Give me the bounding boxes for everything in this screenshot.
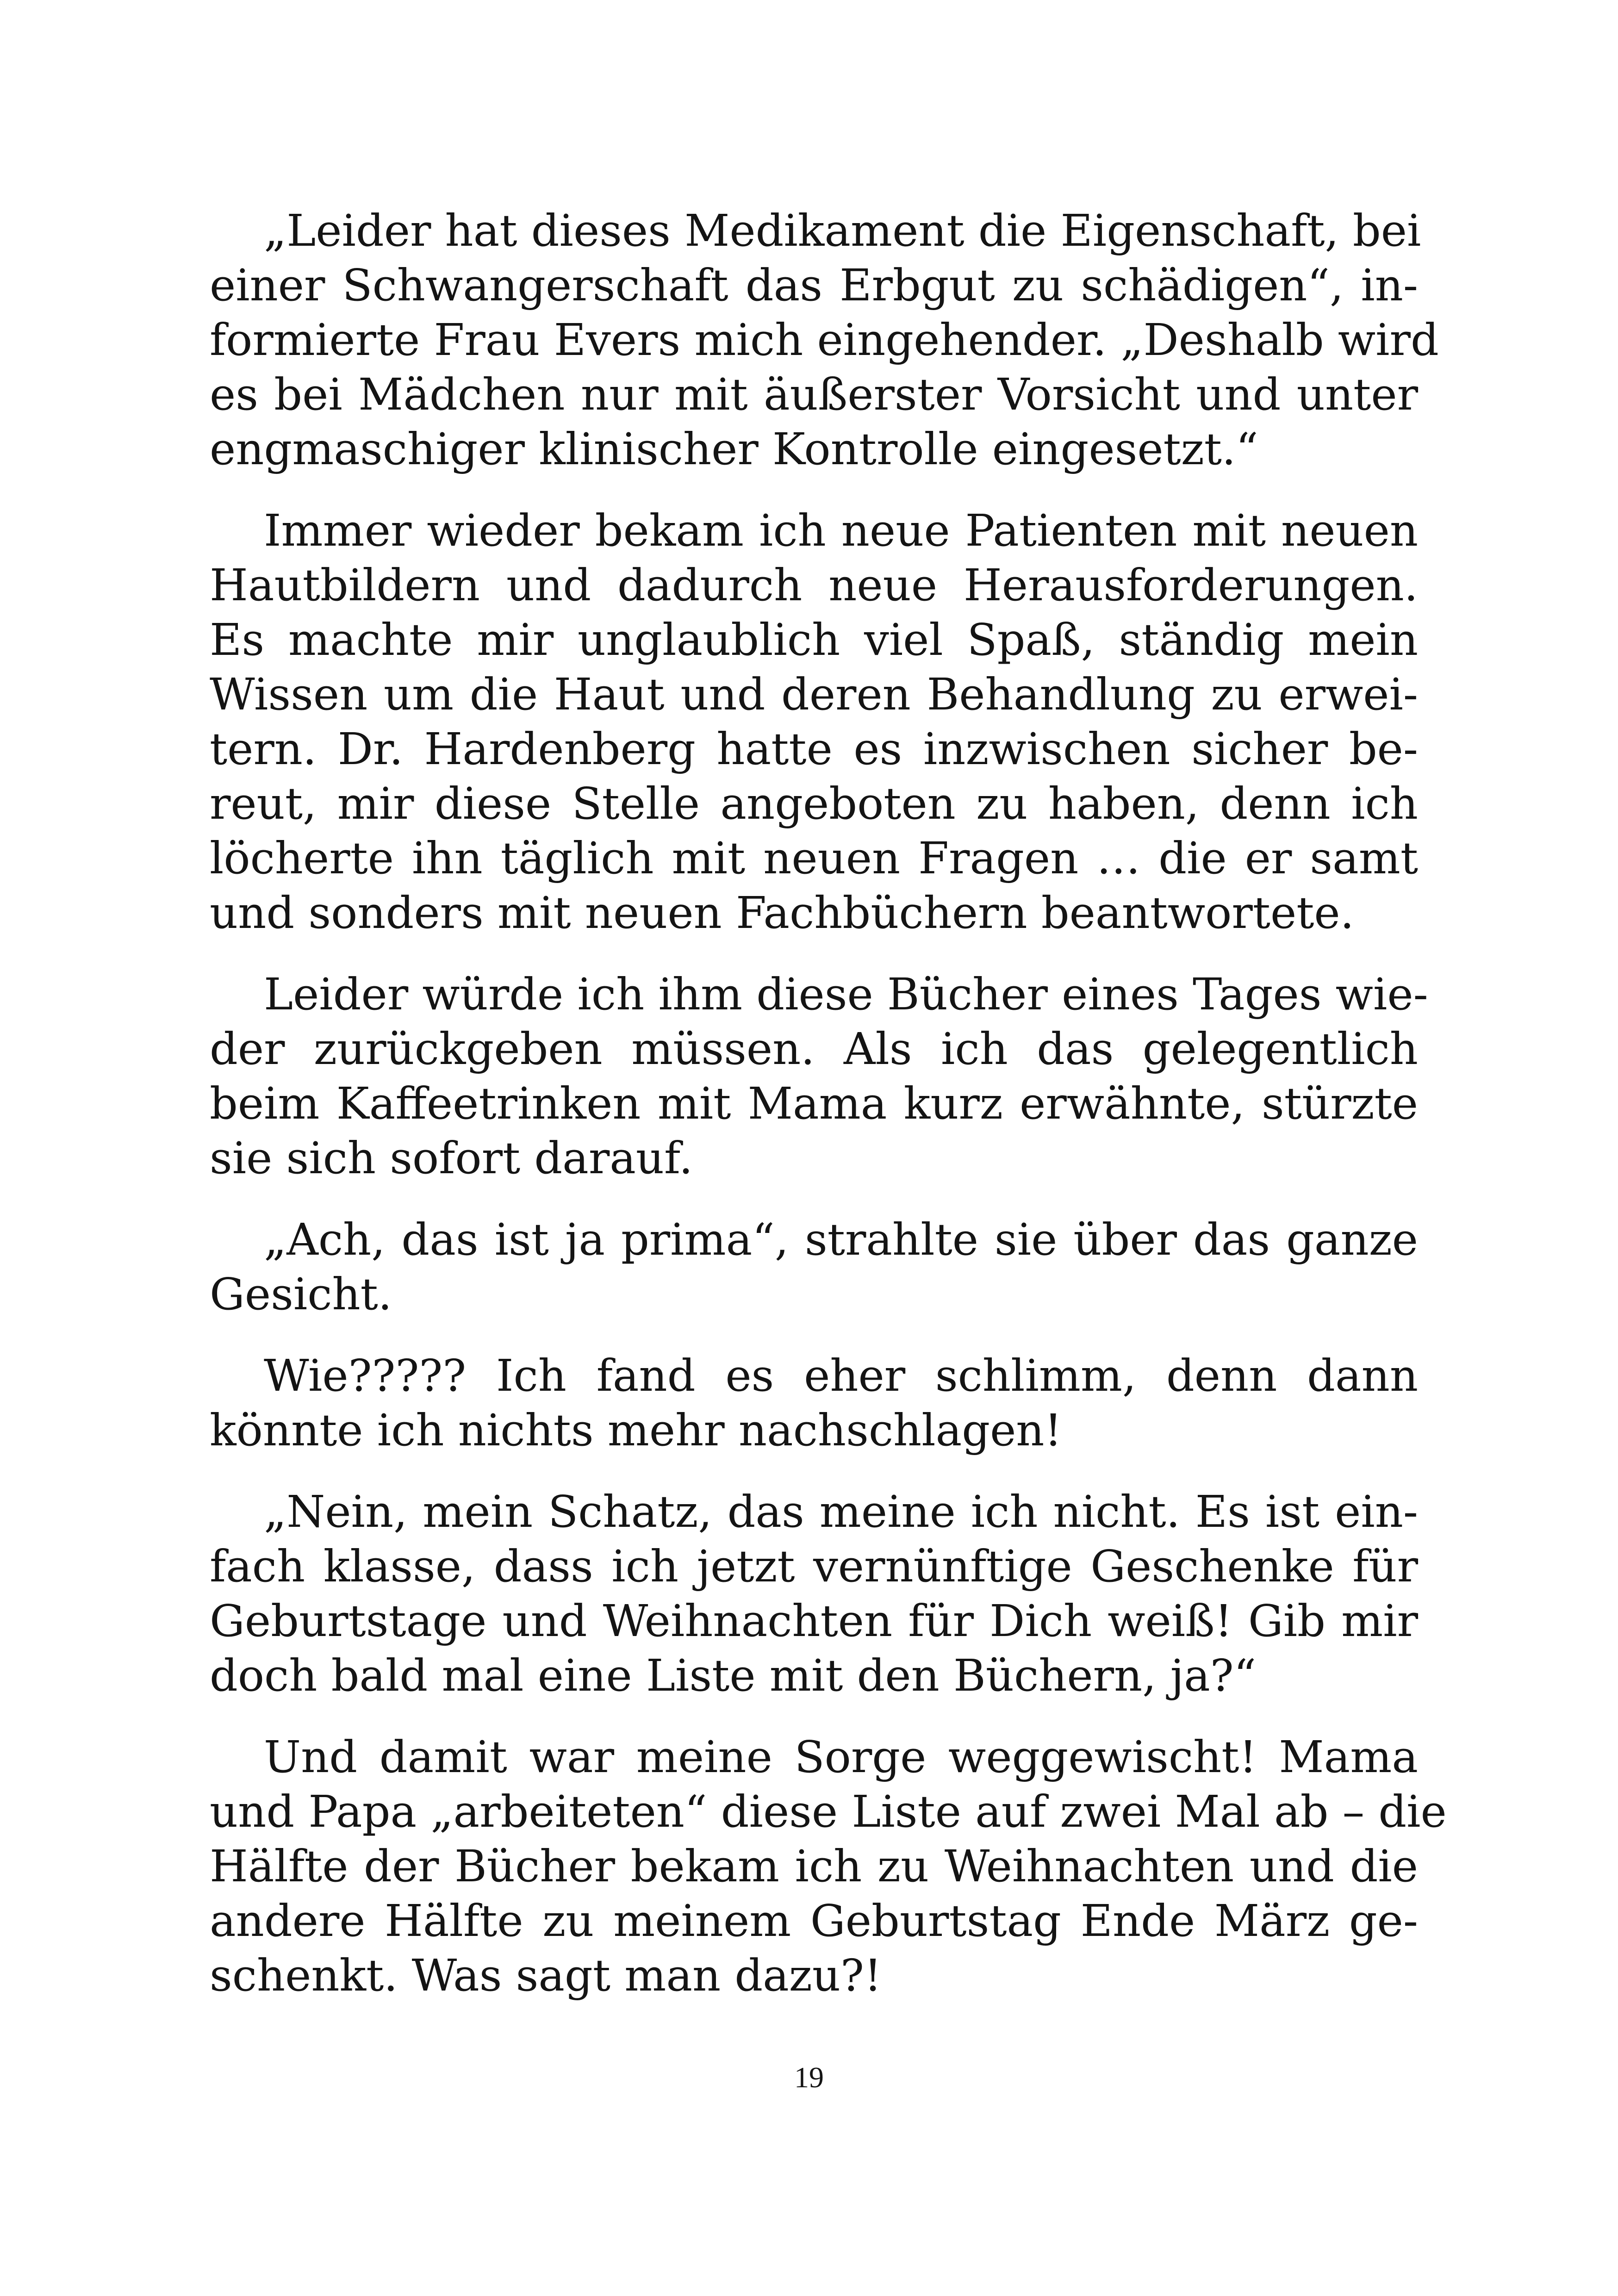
text-line: tern. Dr. Hardenberg hatte es inzwischen sicher be- — [210, 724, 1418, 775]
text-line: schenkt. Was sagt man dazu?! — [210, 1950, 882, 2001]
text-line: Geburtstage und Weihnachten für Dich weiß! Gib mir — [210, 1596, 1418, 1647]
text-line: es bei Mädchen nur mit äußerster Vorsicht und unter — [210, 369, 1418, 420]
text-line: sie sich sofort darauf. — [210, 1133, 693, 1184]
text-line: Immer wieder bekam ich neue Patienten mit neuen — [264, 505, 1418, 556]
body-text — [210, 204, 1447, 2003]
text-line: einer Schwangerschaft das Erbgut zu schädigen“, in- — [210, 260, 1418, 311]
paragraph — [210, 1485, 1418, 1703]
text-line: Gesicht. — [210, 1269, 392, 1320]
text-line: beim Kaffeetrinken mit Mama kurz erwähnte, stürzte — [210, 1078, 1418, 1129]
text-line: Wissen um die Haut und deren Behandlung zu erwei- — [210, 669, 1418, 720]
paragraph — [210, 1730, 1447, 2003]
text-line: formierte Frau Evers mich eingehender. „Deshalb wird — [210, 315, 1439, 366]
text-line: und sonders mit neuen Fachbüchern beantwortete. — [210, 888, 1354, 939]
text-line: löcherte ihn täglich mit neuen Fragen … die er samt — [210, 833, 1418, 884]
text-line: Es machte mir unglaublich viel Spaß, ständig mein — [210, 615, 1418, 666]
text-line: „Leider hat dieses Medikament die Eigenschaft, bei — [264, 205, 1421, 256]
text-line: doch bald mal eine Liste mit den Büchern, ja?“ — [210, 1650, 1257, 1701]
text-line: reut, mir diese Stelle angeboten zu haben, denn ich — [210, 778, 1418, 829]
paragraph — [210, 204, 1439, 477]
text-line: Leider würde ich ihm diese Bücher eines Tages wie- — [264, 969, 1428, 1020]
text-line: fach klasse, dass ich jetzt vernünftige Geschenke für — [210, 1541, 1418, 1592]
text-line: Und damit war meine Sorge weggewischt! Mama — [264, 1732, 1418, 1783]
text-line: andere Hälfte zu meinem Geburtstag Ende März ge- — [210, 1896, 1418, 1947]
text-line: „Nein, mein Schatz, das meine ich nicht. Es ist ein- — [264, 1487, 1418, 1537]
text-line: Wie????? Ich fand es eher schlimm, denn dann — [264, 1350, 1418, 1401]
paragraph — [210, 967, 1428, 1186]
paragraph — [210, 1213, 1418, 1322]
text-line: Hälfte der Bücher bekam ich zu Weihnachten und die — [210, 1841, 1418, 1892]
text-line: könnte ich nichts mehr nachschlagen! — [210, 1405, 1062, 1456]
paragraph — [210, 504, 1418, 940]
text-line: der zurückgeben müssen. Als ich das gelegentlich — [210, 1024, 1418, 1075]
text-line: und Papa „arbeiteten“ diese Liste auf zwei Mal ab – die — [210, 1786, 1447, 1837]
text-line: Hautbildern und dadurch neue Herausforderungen. — [210, 560, 1418, 611]
text-line: „Ach, das ist ja prima“, strahlte sie über das ganze — [264, 1214, 1418, 1265]
page-number: 19 — [794, 2061, 824, 2094]
paragraph — [210, 1349, 1418, 1458]
text-line: engmaschiger klinischer Kontrolle eingesetzt.“ — [210, 424, 1258, 475]
